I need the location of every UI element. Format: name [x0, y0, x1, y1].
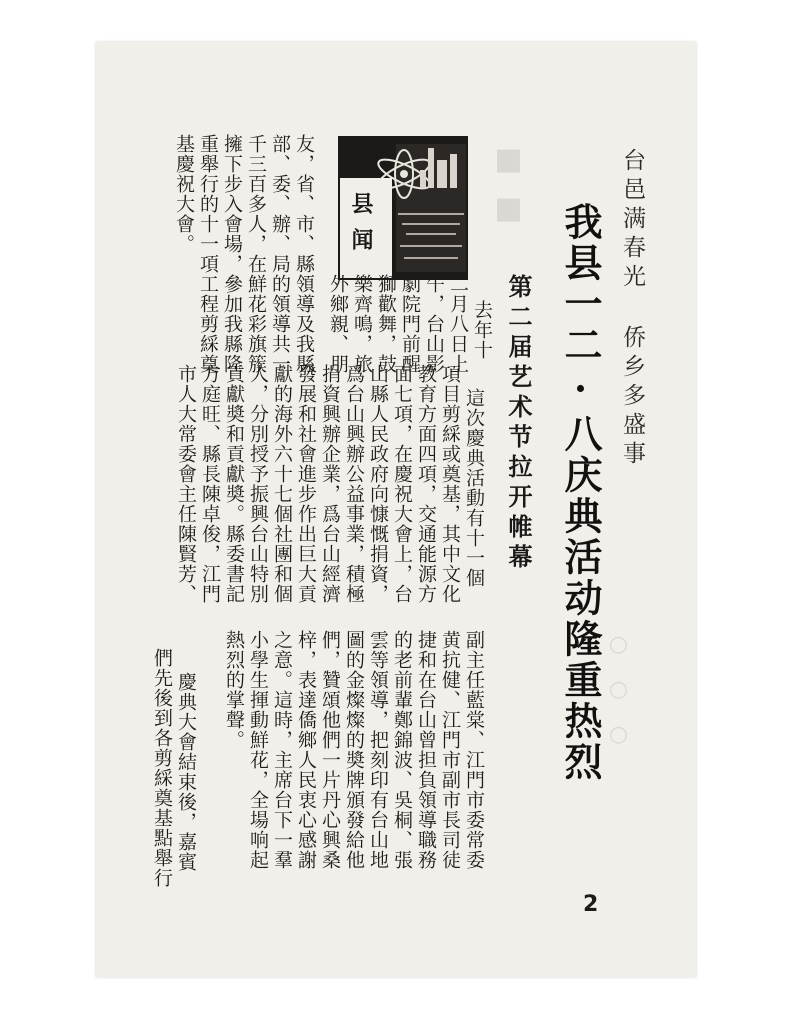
- body-column: 捐資興辦企業，爲台山經濟: [319, 364, 341, 604]
- body-column: 部、委、辦、局的領導共一: [269, 134, 291, 374]
- body-column: 外鄉親、朋: [327, 274, 349, 374]
- body-column: 這次慶典活動有十一個: [463, 388, 485, 588]
- body-column: 獅歡舞，鼓: [375, 274, 397, 374]
- body-column: 們，贊頌他們一片丹心興桑: [319, 630, 341, 870]
- body-column: 人，分別授予振興台山特別: [247, 364, 269, 604]
- column-label: 县闻: [348, 192, 374, 264]
- body-column: 午，台山影: [423, 274, 445, 374]
- page-number: 2: [583, 892, 599, 917]
- body-column: 貢獻奬和貢獻奬。縣委書記: [223, 364, 245, 604]
- kicker-line: 台邑满春光 侨乡多盛事: [619, 148, 645, 470]
- body-column: 之意。這時，主席台下一羣: [271, 630, 293, 870]
- body-column: 們先後到各剪綵奠基點舉行: [151, 648, 173, 888]
- body-column: 重舉行的十一項工程剪綵奠: [197, 134, 219, 374]
- atom-nucleus: [400, 170, 408, 178]
- body-column: 小學生揮動鮮花，全場响起: [247, 630, 269, 870]
- headline: 我县一二·八庆典活动隆重热烈: [558, 202, 603, 783]
- body-column: 千三百多人，在鮮花彩旗簇: [245, 134, 267, 374]
- document-page: [96, 42, 696, 977]
- body-column: 爲台山興辦公益事業，積極: [343, 364, 365, 604]
- body-column: 山縣人民政府向慷慨捐資，: [367, 364, 389, 604]
- body-column: 擁下步入會場，參加我縣隆: [221, 134, 243, 374]
- body-column: 二月八日上: [447, 274, 469, 374]
- show-through-shadow: ○○○: [606, 632, 631, 767]
- body-column: 慶典大會結束後，嘉賓: [175, 672, 197, 872]
- body-column: 梓，表達僑鄉人民衷心感謝: [295, 630, 317, 870]
- subheadline: 第二届艺术节拉开帷幕: [504, 274, 533, 574]
- body-column: 雲等領導，把刻印有台山地: [367, 630, 389, 870]
- body-column: 市人大常委會主任陳賢芳、: [175, 364, 197, 604]
- body-column: 捷和在台山曾担負領導職務: [415, 630, 437, 870]
- body-column: 副主任藍棠、江門市委常委: [463, 630, 485, 870]
- body-column: 熱烈的掌聲。: [223, 630, 245, 750]
- body-column: 劇院門前醒: [399, 274, 421, 374]
- body-column: 去年十: [471, 300, 493, 360]
- body-column: 友，省、市、縣領導及我縣: [293, 134, 315, 374]
- body-column: 項目剪綵或奠基，其中文化: [439, 364, 461, 604]
- body-column: 黄抗健、江門市副市長司徒: [439, 630, 461, 870]
- body-column: 教育方面四項，交通能源方: [415, 364, 437, 604]
- body-column: 基慶祝大會。: [173, 134, 195, 254]
- body-column: 發展和社會進步作出巨大貢: [295, 364, 317, 604]
- body-column: 圖的金燦燦的奬牌頒發給他: [343, 630, 365, 870]
- show-through-shadow: ■■: [491, 142, 526, 240]
- body-column: 面七項，在慶祝大會上，台: [391, 364, 413, 604]
- body-column: 獻的海外六十七個社團和個: [271, 364, 293, 604]
- body-column: 的老前輩鄭錦波、吳桐、張: [391, 630, 413, 870]
- body-column: 方庭旺、縣長陳卓俊，江門: [199, 364, 221, 604]
- body-column: 樂齊鳴，旅: [351, 274, 373, 374]
